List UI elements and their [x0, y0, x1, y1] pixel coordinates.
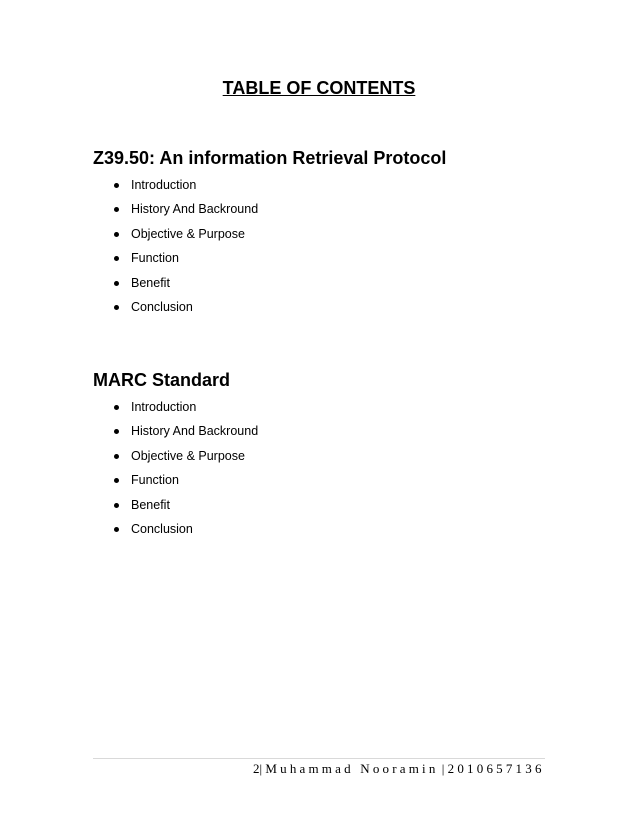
- section-heading-marc: MARC Standard: [93, 370, 231, 390]
- footer-author: Muhammad Nooramin: [265, 761, 439, 776]
- bullet-icon: [114, 405, 119, 410]
- list-item-label: Conclusion: [131, 299, 193, 314]
- bullet-icon: [114, 429, 119, 434]
- bullet-icon: [114, 281, 119, 286]
- list-item: [114, 275, 258, 299]
- bullet-icon: [114, 478, 119, 483]
- bullet-icon: [114, 305, 119, 310]
- bullet-icon: [114, 503, 119, 508]
- page-number: 2: [253, 761, 260, 776]
- list-item: [114, 448, 258, 472]
- list-item-label: Objective & Purpose: [131, 226, 245, 241]
- footer-divider-bar: |: [441, 761, 445, 776]
- list-item-label: History And Backround: [131, 424, 259, 439]
- list-item-label: Function: [131, 251, 179, 266]
- list-item: [114, 299, 258, 323]
- bullet-icon: [114, 527, 119, 532]
- bullet-list-marc: [114, 399, 258, 545]
- bullet-list-z3950: [114, 177, 258, 323]
- page-title: TABLE OF CONTENTS: [222, 78, 416, 98]
- list-item-label: Function: [131, 473, 179, 488]
- list-item: [114, 201, 258, 225]
- list-item-label: History And Backround: [131, 202, 259, 217]
- footer-divider: [93, 758, 545, 759]
- page-footer: [253, 760, 545, 778]
- section-heading-z3950: Z39.50: An information Retrieval Protocol: [93, 148, 447, 168]
- list-item: [114, 226, 258, 250]
- list-item-label: Conclusion: [131, 521, 193, 536]
- list-item-label: Introduction: [131, 178, 197, 192]
- bullet-icon: [114, 232, 119, 237]
- bullet-icon: [114, 256, 119, 261]
- list-item: [114, 423, 258, 447]
- list-item: [114, 472, 258, 496]
- list-item-label: Objective & Purpose: [131, 448, 245, 463]
- bullet-icon: [114, 207, 119, 212]
- list-item-label: Benefit: [131, 275, 170, 290]
- bullet-icon: [114, 454, 119, 459]
- footer-separator: |: [259, 761, 263, 776]
- list-item: [114, 399, 258, 423]
- list-item: [114, 497, 258, 521]
- list-item-label: Benefit: [131, 497, 170, 512]
- list-item-label: Introduction: [131, 400, 197, 414]
- list-item: [114, 250, 258, 274]
- list-item: [114, 177, 258, 201]
- bullet-icon: [114, 183, 119, 188]
- footer-student-id: 2010657136: [447, 761, 545, 776]
- list-item: [114, 521, 258, 545]
